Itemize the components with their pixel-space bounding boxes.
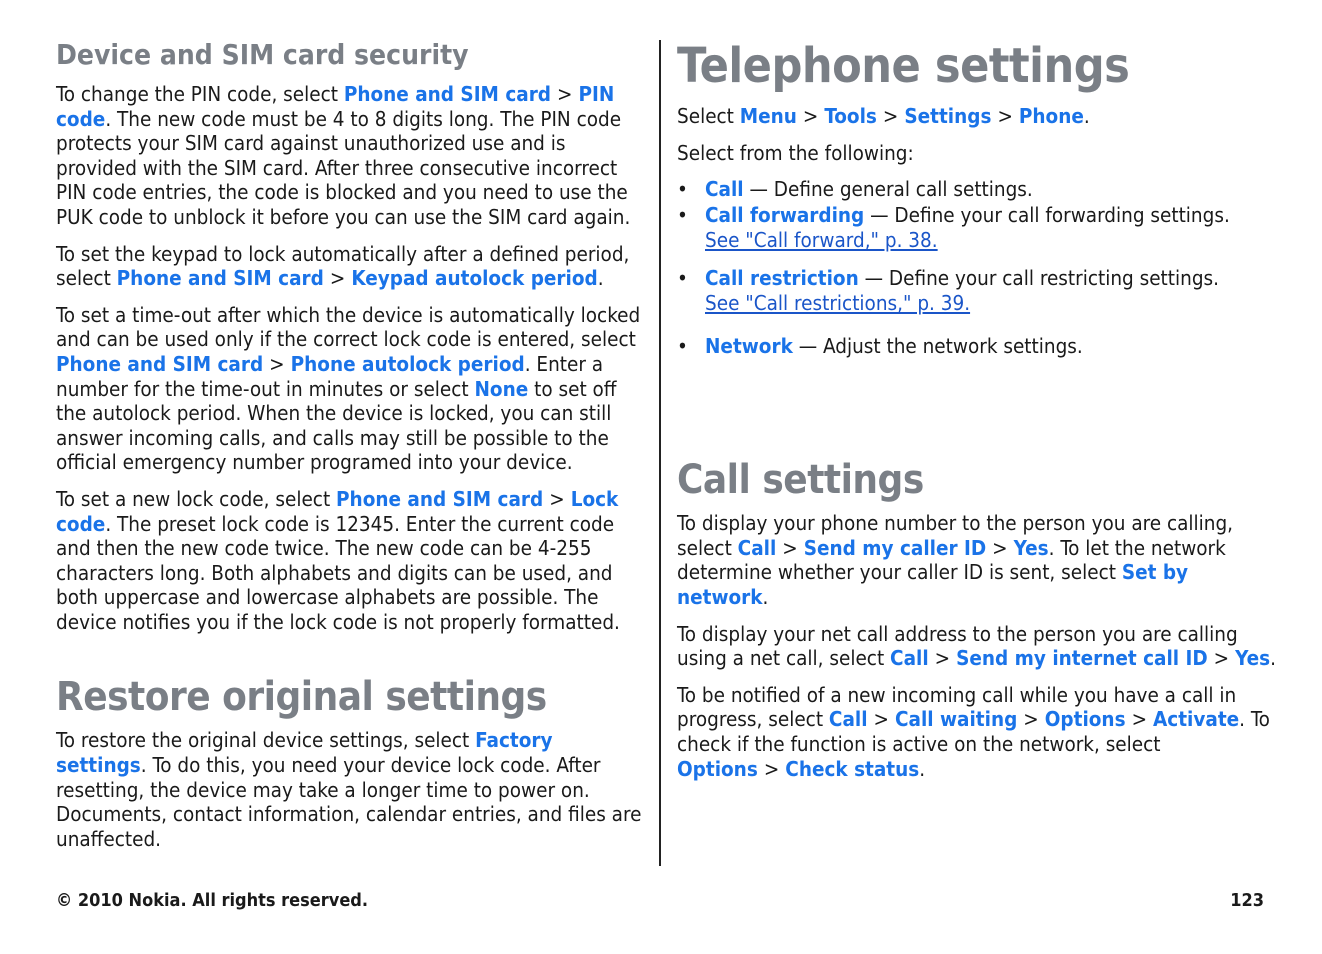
bullet: • [677,266,688,291]
path-separator: > [1023,707,1039,732]
menu-path-phone-sim-card: Phone and SIM card [116,266,324,291]
menu-path-call-waiting: Call waiting [894,707,1018,732]
path-separator: > [997,104,1013,128]
settings-list [677,177,1277,359]
column-divider [659,40,661,866]
list-item-call [677,177,1277,202]
menu-path-phone-sim-card: Phone and SIM card [336,486,544,511]
text: To set the keypad to lock automatically after a defined period, select [56,241,630,291]
list-item-key: Call forwarding [705,203,865,228]
text: . The new code must be 4 to 8 digits long. The PIN code protects your SIM card against unauthorized use and is provided with the SIM card. After three consecutive incorrect PIN code entries, the code is blocked and you need to use the PUK code to unblock it before you can use the SIM card again. [56,106,631,229]
paragraph-factory-settings [56,728,646,851]
left-column [56,36,646,863]
path-separator: > [1131,707,1148,732]
menu-path-options: Options [1044,707,1126,732]
right-column [677,36,1277,793]
bullet: • [677,203,688,228]
section-heading-restore-original-settings: Restore original settings [56,674,547,721]
menu-option-set-by-network: Set by network [677,560,1189,609]
paragraph-caller-id [677,511,1277,609]
list-item-key: Call restriction [705,266,859,291]
menu-path-send-my-internet-call-id: Send my internet call ID [956,646,1208,671]
paragraph-select-following: Select from the following: [677,140,914,165]
path-separator: > [934,646,951,671]
menu-path-phone-autolock-period: Phone autolock period [290,351,525,376]
path-separator: > [873,707,889,732]
text: To restore the original device settings, select [56,728,476,753]
list-item-key: Network [705,334,793,359]
page-title-telephone-settings: Telephone settings [677,38,1130,94]
menu-path-phone-sim-card: Phone and SIM card [343,82,552,106]
footer-copyright: © 2010 Nokia. All rights reserved. [56,890,369,911]
paragraph-internet-call-id [677,622,1277,671]
text: . To check if the function is active on the network, select [677,707,1270,756]
paragraph-phone-autolock [56,303,646,475]
bullet: • [677,177,688,202]
text: . [1083,104,1090,128]
menu-path-phone-sim-card: Phone and SIM card [56,351,264,376]
text: . The preset lock code is 12345. Enter the current code and then the new code twice. The new code can be 4-255 characters long. Both alphabets and digits can be used, and both uppercase and lowercase alphabets are possible. The device notifies you if the lock code is not properly formatted. [56,511,620,634]
bullet: • [677,334,688,359]
path-separator: > [782,535,798,560]
paragraph-keypad-autolock [56,242,646,291]
menu-option-activate: Activate [1153,707,1240,732]
menu-path-options: Options [677,756,758,781]
list-item-network [677,334,1277,359]
text: Select [677,104,740,128]
path-separator: > [329,266,346,291]
menu-path-call: Call [737,535,777,560]
menu-path-send-my-caller-id: Send my caller ID [803,535,987,560]
xref-link-call-forward[interactable]: See "Call forward," p. 38. [705,228,938,253]
text: . [597,266,604,291]
menu-option-check-status: Check status [785,756,920,781]
menu-option-yes: Yes [1235,646,1271,671]
section-heading-call-settings: Call settings [677,457,924,504]
list-item-desc: — Define your call restricting settings. [858,266,1220,291]
paragraph-lock-code [56,487,646,635]
path-separator: > [763,756,780,781]
paragraph-call-waiting [677,683,1277,781]
menu-option-none: None [474,376,529,401]
menu-path-menu: Menu [739,104,797,128]
list-item-call-restriction [677,266,1277,316]
menu-option-yes: Yes [1013,535,1049,560]
menu-path-lock-code: Lock code [56,486,619,536]
menu-path-pin-code: PIN code [56,82,615,131]
text: To display your phone number to the person you are calling, select [677,511,1234,560]
text: to set off the autolock period. When the device is locked, you can still answer incoming calls, and calls may still be possible to the official emergency number programed into your device. [56,376,617,475]
menu-path-factory-settings: Factory settings [56,728,553,778]
text: . To let the network determine whether your caller ID is sent, select [677,535,1226,585]
text: To set a new lock code, select [56,486,337,511]
list-item-call-forwarding [677,203,1277,253]
text: . [1270,646,1276,671]
paragraph-pin-code [56,82,646,230]
footer-page-number: 123 [1230,890,1264,911]
text: To set a time-out after which the device is automatically locked and can be used only if the correct lock code is entered, select [56,302,641,352]
text: To change the PIN code, select [56,82,344,106]
text: To be notified of a new incoming call while you have a call in progress, select [677,682,1237,732]
path-separator: > [992,535,1008,560]
text: . [762,584,769,609]
xref-link-call-restrictions[interactable]: See "Call restrictions," p. 39. [705,291,971,316]
list-item-desc: — Define general call settings. [743,177,1033,202]
text: . Enter a number for the time-out in minutes or select [56,351,604,401]
list-item-key: Call [705,177,744,202]
text: To display your net call address to the person you are calling using a net call, select [677,621,1238,671]
path-separator: > [557,82,573,106]
menu-path-call: Call [828,707,868,732]
path-separator: > [269,351,285,376]
text: . To do this, you need your device lock code. After resetting, the device may take a longer time to power on. Documents, contact information, calendar entries, and files are unaffected. [56,753,642,851]
section-heading-device-sim-security: Device and SIM card security [56,38,469,71]
list-item-desc: — Define your call forwarding settings. [864,203,1230,228]
paragraph-select-menu-path [677,104,1277,129]
path-separator: > [802,104,819,128]
menu-path-call: Call [890,646,929,671]
menu-path-tools: Tools [824,104,877,128]
list-item-desc: — Adjust the network settings. [792,334,1083,359]
text: . [919,756,926,781]
menu-path-phone: Phone [1018,104,1084,128]
path-separator: > [549,486,565,511]
path-separator: > [1213,646,1230,671]
menu-path-keypad-autolock-period: Keypad autolock period [351,266,598,291]
menu-path-settings: Settings [904,104,992,128]
path-separator: > [882,104,899,128]
